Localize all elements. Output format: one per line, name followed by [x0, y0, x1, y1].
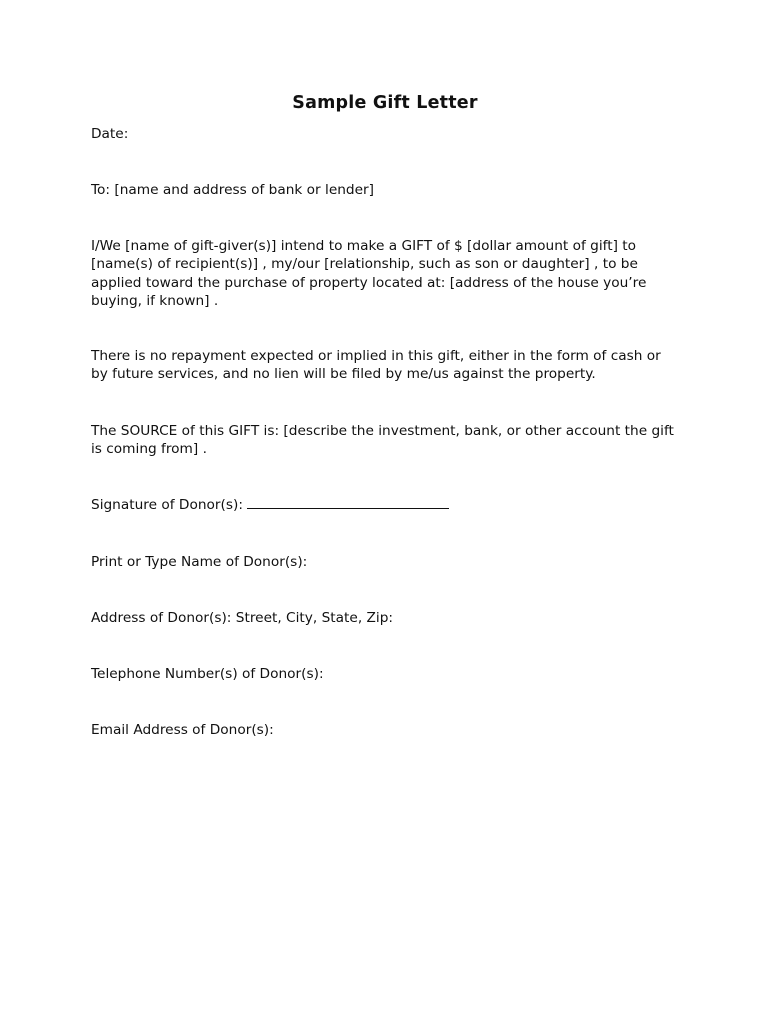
telephone-label: Telephone Number(s) of Donor(s): [91, 666, 324, 682]
signature-line [247, 496, 449, 509]
date-line: Date: [91, 126, 129, 142]
signature-label: Signature of Donor(s): [91, 497, 243, 513]
letter-title: Sample Gift Letter [292, 93, 478, 113]
intent-paragraph: I/We [name of gift-giver(s)] intend to make a GIFT of $ [dollar amount of gift] to [name(s) of recipient(s)] , my/our [relationship, such as son or daughter] , to be applied toward the purchase of property located at: [address of the house you’re buying, if known] . [91, 238, 647, 309]
donor-address-label: Address of Donor(s): Street, City, State, Zip: [91, 610, 393, 626]
signature-row [91, 496, 681, 514]
source-paragraph: The SOURCE of this GIFT is: [describe the investment, bank, or other account the gift is coming from] . [91, 423, 674, 458]
print-name-label: Print or Type Name of Donor(s): [91, 554, 308, 570]
repayment-paragraph: There is no repayment expected or implied in this gift, either in the form of cash or by future services, and no lien will be filed by me/us against the property. [91, 348, 661, 383]
email-label: Email Address of Donor(s): [91, 722, 274, 738]
recipient-line: To: [name and address of bank or lender] [91, 182, 375, 198]
